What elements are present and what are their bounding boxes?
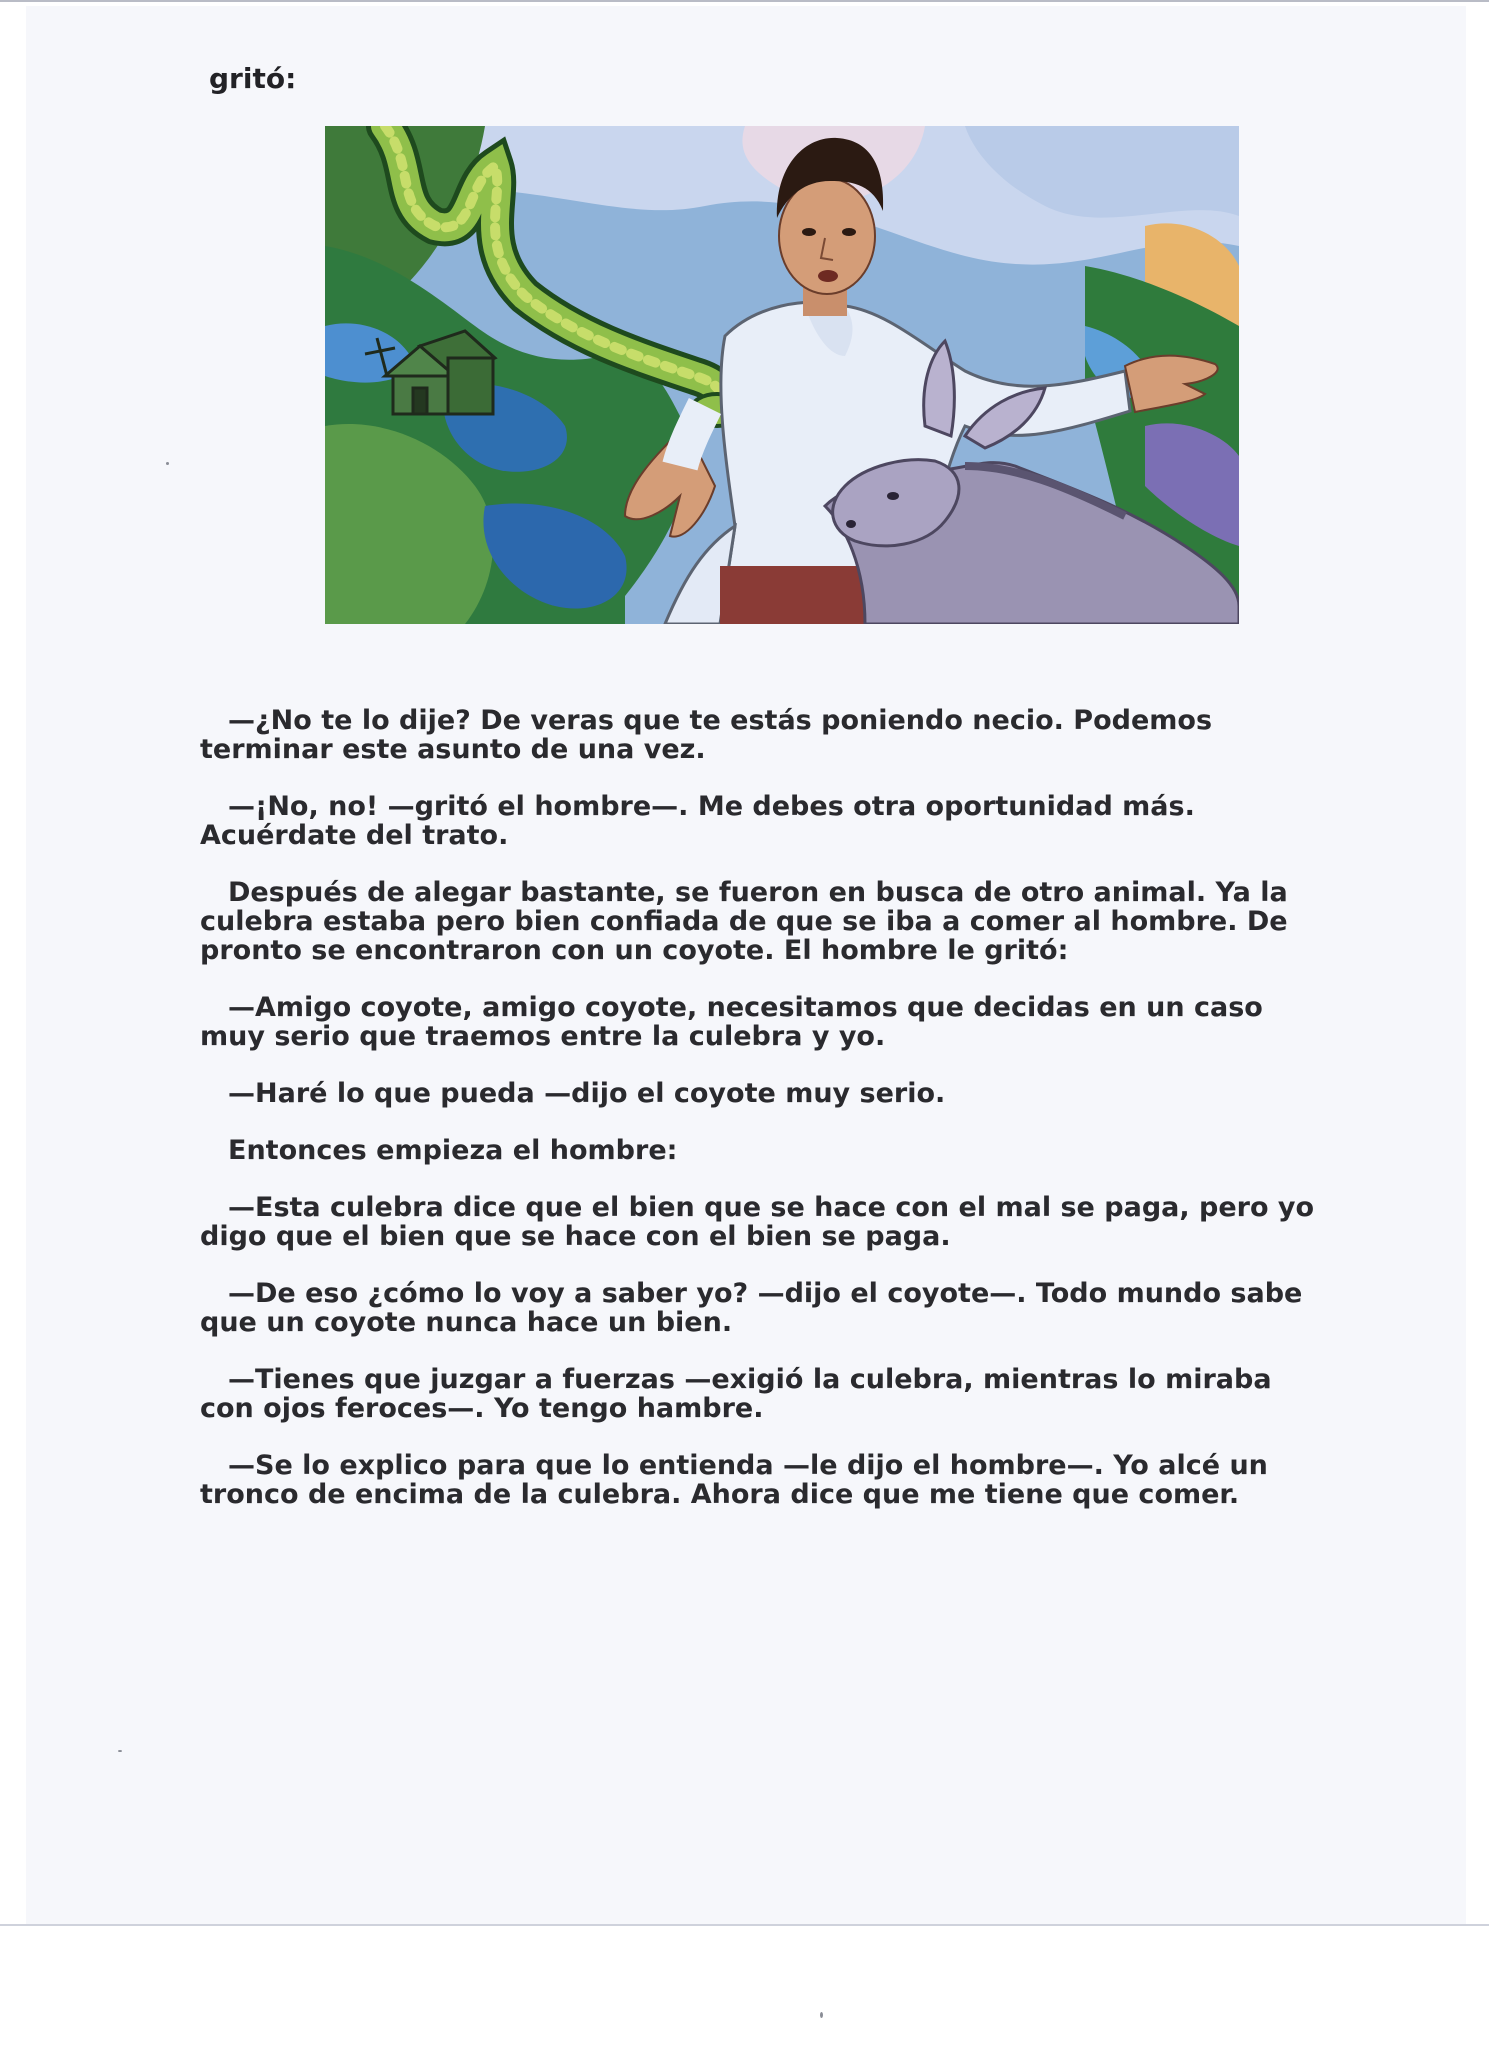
scan-speck (118, 1750, 122, 1752)
scan-speck (820, 2012, 823, 2018)
paragraph: —¿No te lo dije? De veras que te estás poniendo necio. Podemos terminar este asunto de una vez. (200, 705, 1213, 765)
paragraph: —Haré lo que pueda —dijo el coyote muy serio. (228, 1078, 946, 1109)
scan-bottom-edge (0, 1924, 1489, 1926)
paragraph: Después de alegar bastante, se fueron en busca de otro animal. Ya la culebra estaba pero bien confiada de que se iba a comer al hombre. De pronto se encontraron con un coyote. El hombre le gritó: (200, 877, 1288, 966)
paragraph: —Se lo explico para que lo entienda —le dijo el hombre—. Yo alcé un tronco de encima de la culebra. Ahora dice que me tiene que comer. (200, 1450, 1268, 1510)
story-illustration (325, 126, 1239, 624)
paragraph: Entonces empieza el hombre: (228, 1135, 678, 1166)
scan-top-edge (0, 0, 1489, 2)
scan-speck (166, 462, 169, 465)
paragraph: —Amigo coyote, amigo coyote, necesitamos que decidas en un caso muy serio que traemos entre la culebra y yo. (200, 992, 1263, 1052)
sentence-fragment: gritó: (209, 62, 297, 95)
paragraph: —¡No, no! —gritó el hombre—. Me debes otra oportunidad más. Acuérdate del trato. (200, 791, 1195, 851)
paragraph: —Tienes que juzgar a fuerzas —exigió la culebra, mientras lo miraba con ojos feroces—. Yo tengo hambre. (200, 1364, 1272, 1424)
paragraph: —De eso ¿cómo lo voy a saber yo? —dijo el coyote—. Todo mundo sabe que un coyote nunca hace un bien. (200, 1278, 1303, 1338)
paragraph: —Esta culebra dice que el bien que se hace con el mal se paga, pero yo digo que el bien que se hace con el bien se paga. (200, 1192, 1315, 1252)
story-text (200, 706, 1330, 1537)
